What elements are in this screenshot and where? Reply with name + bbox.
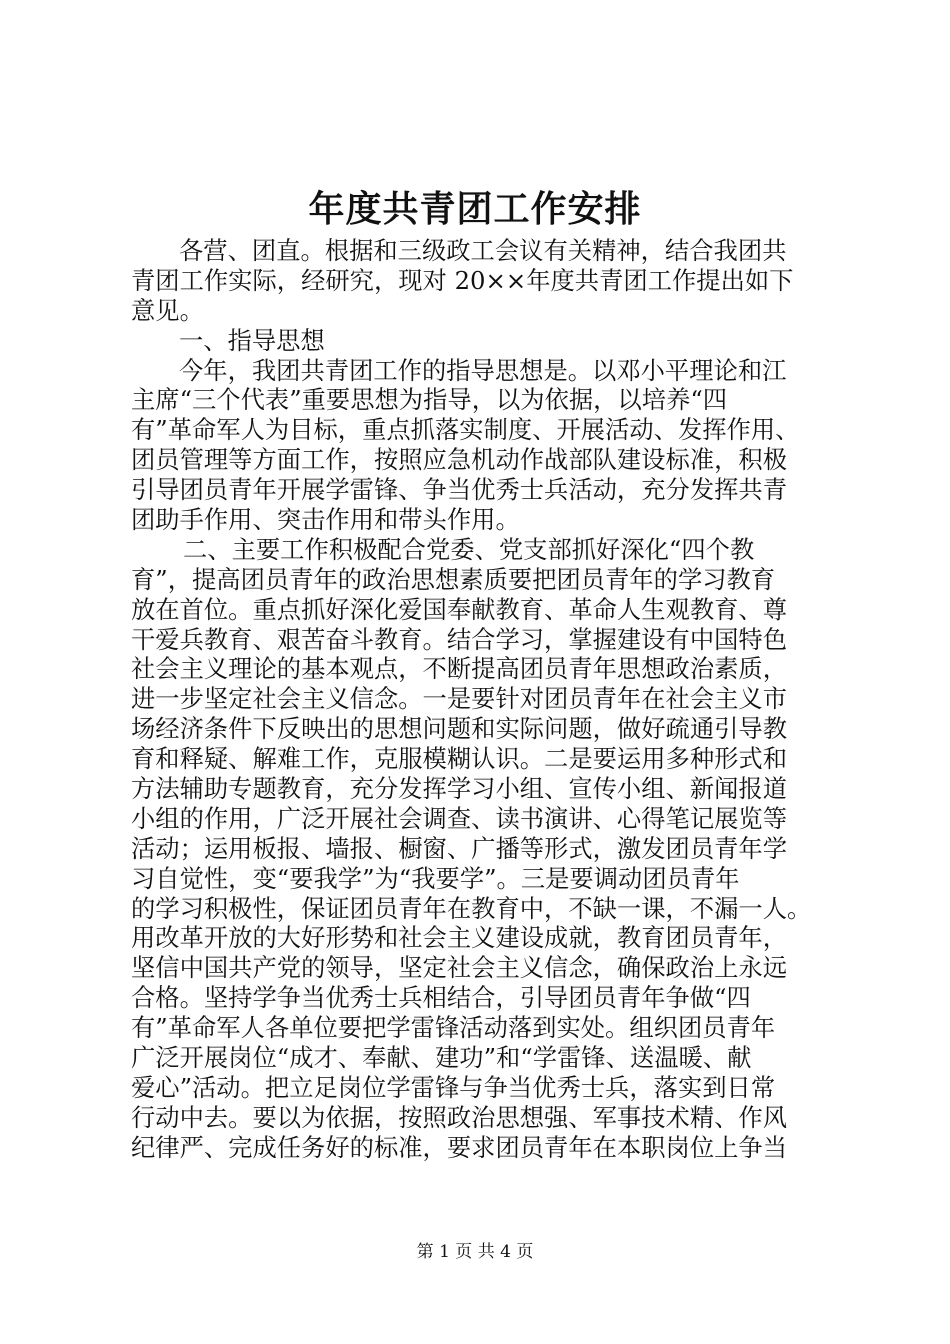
section-heading: 一、指导思想 xyxy=(179,325,325,355)
body-line: 团员管理等方面工作，按照应急机动作战部队建设标准，积极 xyxy=(131,445,788,475)
body-line: 爱心”活动。把立足岗位学雷锋与争当优秀士兵，落实到日常 xyxy=(131,1072,776,1102)
body-line: 场经济条件下反映出的思想问题和实际问题，做好疏通引导教 xyxy=(131,714,788,744)
page-number-footer: 第 1 页 共 4 页 xyxy=(416,1242,534,1262)
body-line: 坚信中国共产党的领导，坚定社会主义信念，确保政治上永远 xyxy=(131,953,788,983)
body-line: 有”革命军人各单位要把学雷锋活动落到实处。组织团员青年 xyxy=(131,1013,776,1043)
body-line: 干爱兵教育、艰苦奋斗教育。结合学习，掌握建设有中国特色 xyxy=(131,624,788,654)
body-line: 团助手作用、突击作用和带头作用。 xyxy=(131,505,520,535)
body-line: 放在首位。重点抓好深化爱国奉献教育、革命人生观教育、尊 xyxy=(131,594,788,624)
body-line: 的学习积极性，保证团员青年在教育中，不缺一课，不漏一人。 xyxy=(131,893,812,923)
body-line: 小组的作用，广泛开展社会调查、读书演讲、心得笔记展览等 xyxy=(131,803,788,833)
body-line: 方法辅助专题教育，充分发挥学习小组、宣传小组、新闻报道 xyxy=(131,774,788,804)
body-line: 今年，我团共青团工作的指导思想是。以邓小平理论和江 xyxy=(179,355,787,385)
document-title: 年度共青团工作安排 xyxy=(308,188,642,230)
body-line: 行动中去。要以为依据，按照政治思想强、军事技术精、作风 xyxy=(131,1102,788,1132)
body-line: 育”，提高团员青年的政治思想素质要把团员青年的学习教育 xyxy=(131,564,776,594)
body-line: 广泛开展岗位“成才、奉献、建功”和“学雷锋、送温暖、献 xyxy=(131,1043,752,1073)
body-line: 意见。 xyxy=(131,295,204,325)
body-line: 进一步坚定社会主义信念。一是要针对团员青年在社会主义市 xyxy=(131,684,788,714)
body-line: 用改革开放的大好形势和社会主义建设成就，教育团员青年， xyxy=(131,923,788,953)
body-line: 合格。坚持学争当优秀士兵相结合，引导团员青年争做“四 xyxy=(131,983,751,1013)
body-line: 育和释疑、解难工作，克服模糊认识。二是要运用多种形式和 xyxy=(131,744,788,774)
body-line: 有”革命军人为目标，重点抓落实制度、开展活动、发挥作用、 xyxy=(131,415,800,445)
body-line: 习自觉性，变“要我学”为“我要学”。三是要调动团员青年 xyxy=(131,863,740,893)
body-line: 社会主义理论的基本观点，不断提高团员青年思想政治素质， xyxy=(131,654,788,684)
body-line: 纪律严、完成任务好的标准，要求团员青年在本职岗位上争当 xyxy=(131,1132,788,1162)
body-line: 主席“三个代表”重要思想为指导，以为依据，以培养“四 xyxy=(131,385,728,415)
body-line: 活动；运用板报、墙报、橱窗、广播等形式，激发团员青年学 xyxy=(131,833,788,863)
body-line: 各营、团直。根据和三级政工会议有关精神，结合我团共 xyxy=(179,236,787,265)
body-line: 青团工作实际，经研究，现对 20××年度共青团工作提出如下 xyxy=(131,265,794,295)
document-body xyxy=(131,236,831,1163)
section-heading: 二、主要工作积极配合党委、党支部抓好深化“四个教 xyxy=(183,534,755,564)
body-line: 引导团员青年开展学雷锋、争当优秀士兵活动，充分发挥共青 xyxy=(131,475,788,505)
